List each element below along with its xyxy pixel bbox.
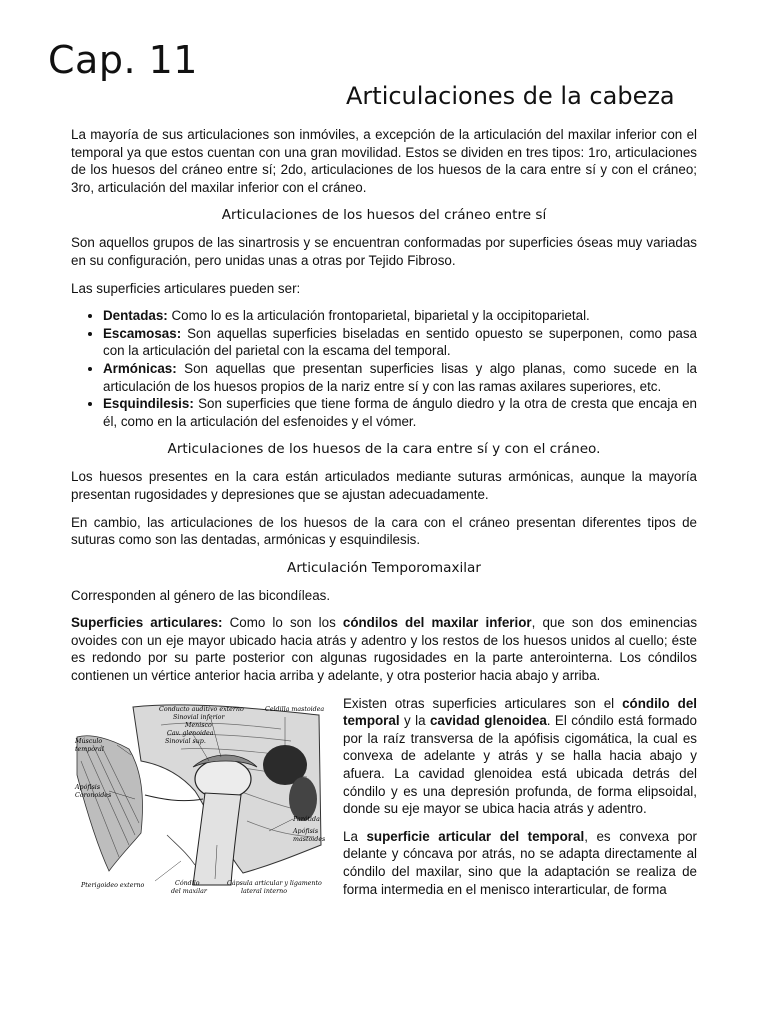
label-musculo-2: temporal bbox=[75, 745, 104, 753]
list-item bbox=[103, 360, 697, 395]
condyle-shape bbox=[195, 759, 251, 799]
label-capsula-1: Cápsula articular y ligamento bbox=[227, 879, 322, 887]
label-pterigoideo: Pterigoideo externo bbox=[81, 881, 145, 889]
bold-term: cavidad glenoidea bbox=[429, 713, 547, 729]
paragraph-cara-craneo: En cambio, las articulaciones de los huesos de la cara con el cráneo presentan diferentes tipos de suturas como son las dentadas, armónicas y esquindilesis. bbox=[71, 514, 697, 548]
section-heading-temporomaxilar: Articulación Temporomaxilar bbox=[287, 559, 481, 576]
label-capsula-2: lateral interno bbox=[241, 887, 287, 895]
bold-term: cóndilo del temporal bbox=[343, 695, 697, 729]
list-item bbox=[103, 395, 697, 430]
list-item-term: Esquindilesis: bbox=[103, 396, 194, 412]
paragraph-sinartrosis: Son aquellos grupos de las sinartrosis y se encuentran conformadas por superficies óseas muy variadas en su configuración, pero unidas unas a otras por Tejido Fibroso. bbox=[71, 235, 697, 268]
text-run: . El cóndilo está formado por la raíz transversa de la apófisis cigomática, la cual es convexa de adelante y atrás y se halla hacia abajo y afuera. La cavidad glenoidea está ubicada detrás del cóndilo y es una depresión profunda, de forma elipsoidal, donde su eje mayor se ubica hacia atrás y adentro. bbox=[343, 713, 697, 817]
chapter-label: Cap. 11 bbox=[48, 38, 198, 82]
list-item bbox=[103, 307, 697, 325]
list-item-text: Como lo es la articulación frontoparietal, biparietal y la occipitoparietal. bbox=[167, 308, 590, 324]
text-run: Como lo son los bbox=[222, 615, 343, 631]
list-item-text: Son superficies que tiene forma de ángulo diedro y la otra de cresta que encaja en él, como en la articulación del esfenoides y el vómer. bbox=[103, 396, 697, 429]
figure-text-row bbox=[71, 695, 697, 909]
superficies-list bbox=[71, 307, 697, 430]
label-apofisis-coronoides-2: Coronoides bbox=[75, 791, 112, 799]
anatomy-figure bbox=[71, 695, 329, 909]
text-run: , que son dos eminencias ovoides con un eje mayor ubicado hacia atrás y adentro y los restos de los huesos unidos al cuello; éste es redondo por su parte posterior con algunas rugosidades en la parte anterointerna. Los cóndilos contienen un vértice anterior hacia arriba y adelante, y otra posterior hacia abajo y arriba. bbox=[71, 615, 698, 684]
list-item-text: Son aquellas superficies biseladas en sentido opuesto se superponen, como pasa con la articulación del parietal con la escama del temporal. bbox=[103, 325, 697, 359]
label-apofisis-mastoides-2: mastoides bbox=[293, 835, 326, 843]
list-item-term: Escamosas: bbox=[103, 325, 182, 341]
paragraph-bicondileas: Corresponden al género de las bicondíleas. bbox=[71, 587, 331, 603]
document-body bbox=[71, 126, 697, 908]
label-menisco: Menisco bbox=[185, 721, 212, 729]
paragraph-condilo-temporal bbox=[343, 695, 697, 818]
list-item-term: Dentadas: bbox=[103, 308, 168, 324]
section-heading-cara: Articulaciones de los huesos de la cara entre sí y con el cráneo. bbox=[167, 441, 601, 458]
list-item-text: Son aquellas que presentan superficies lisas y algo planas, como sucede en la articulación de los huesos propios de la nariz entre sí y con las ramas axilares superiores, etc. bbox=[103, 360, 697, 394]
label-condilo-2: del maxilar bbox=[171, 887, 207, 895]
text-run: Existen otras superficies articulares son el bbox=[343, 695, 623, 711]
tmj-illustration bbox=[71, 695, 329, 899]
label-condilo-1: Cóndilo bbox=[175, 879, 200, 887]
paragraph-superficie-temporal bbox=[343, 828, 697, 898]
label-conducto: Conducto auditivo externo bbox=[159, 705, 244, 713]
list-item bbox=[103, 325, 697, 360]
page-title: Articulaciones de la cabeza bbox=[346, 82, 675, 110]
label-musculo-1: Músculo bbox=[75, 737, 103, 745]
side-text-column bbox=[343, 695, 697, 909]
paragraph-superficies-intro: Las superficies articulares pueden ser: bbox=[71, 280, 301, 296]
paragraph-suturas: Los huesos presentes en la cara están articulados mediante suturas armónicas, aunque la mayoría presentan rugosidades y depresiones que se ajustan adecuadamente. bbox=[71, 469, 697, 502]
label-apofisis-mastoides-1: Apófisis bbox=[293, 827, 319, 835]
bold-term: Superficies articulares: bbox=[71, 615, 223, 631]
label-celdilla: Celdilla mastoidea bbox=[265, 705, 325, 713]
paragraph-superficies-articulares bbox=[71, 614, 697, 684]
list-item-term: Armónicas: bbox=[103, 360, 177, 376]
label-sinovial-inferior: Sinovial inferior bbox=[173, 713, 225, 721]
section-heading-craneo: Articulaciones de los huesos del cráneo entre sí bbox=[221, 207, 547, 224]
text-run: , es convexa por delante y cóncava por atrás, no se adapta directamente al cóndilo del maxilar, sino que la adaptación se realiza de forma intermedia en el menisco interarticular, de forma bbox=[343, 828, 697, 897]
label-sinovial-sup: Sinovial sup. bbox=[165, 737, 206, 745]
text-run: La bbox=[343, 828, 367, 844]
intro-paragraph: La mayoría de sus articulaciones son inmóviles, a excepción de la articulación del maxilar inferior con el temporal ya que estos cuentan con una gran movilidad. Estos se dividen en tres tipos: 1ro, articulaciones de los huesos del cráneo entre sí; 2do, articulaciones de los huesos de la cara entre sí y con el cráneo; 3ro, articulación del maxilar inferior con el cráneo. bbox=[71, 127, 697, 195]
bold-term: superficie articular del temporal bbox=[366, 828, 585, 844]
bold-term: cóndilos del maxilar inferior bbox=[342, 615, 532, 631]
label-cav-glenoidea: Cav. glenoidea bbox=[167, 729, 214, 737]
label-apofisis-coronoides-1: Apófisis bbox=[75, 783, 101, 791]
text-run: y la bbox=[399, 713, 430, 729]
label-parotida: Parótida bbox=[293, 815, 320, 823]
